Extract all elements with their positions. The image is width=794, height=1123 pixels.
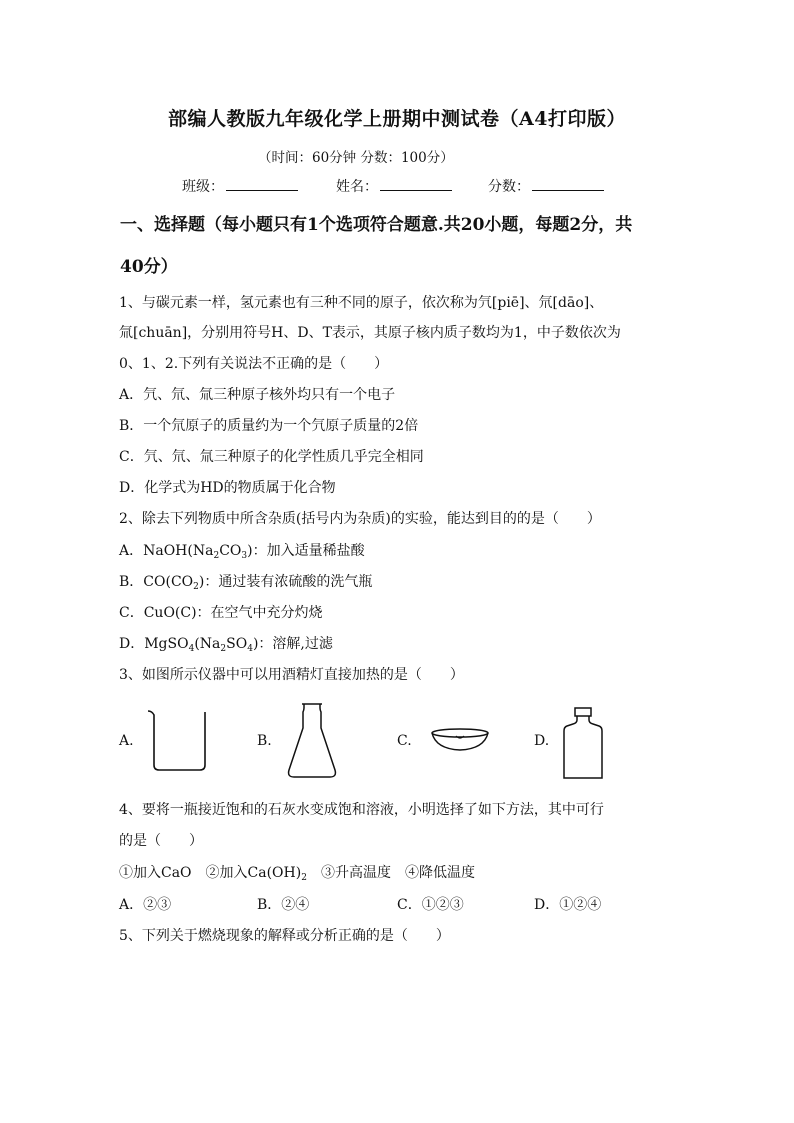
q2-option-b: B．$CO(CO_2)$：通过装有浓硫酸的洗气瓶 [119,574,373,592]
q3-label-b: B. [257,733,272,749]
q1-stem-line2: 氚[chuān]，分别用符号H、D、T表示，其原子核内质子数均为1，中子数依次为 [119,325,621,341]
score-blank[interactable] [532,178,604,191]
reagent-bottle-icon [562,706,604,780]
q1-stem-line1: 1、与碳元素一样，氢元素也有三种不同的原子，依次称为氕[piē]、氘[dāo]、 [119,295,604,311]
q1-option-d: D．化学式为HD的物质属于化合物 [119,480,336,496]
erlenmeyer-flask-icon [285,702,339,780]
score-field [488,176,604,196]
class-label: 班级： [182,179,224,195]
exam-info: （时间：60分钟 分数：100分） [258,150,454,166]
q1-option-a: A．氕、氘、氚三种原子核外均只有一个电子 [119,387,396,403]
q4-stem-line1: 4、要将一瓶接近饱和的石灰水变成饱和溶液，小明选择了如下方法，其中可行 [119,802,604,818]
class-blank[interactable] [226,178,298,191]
section-heading-line1: 一、选择题（每小题只有1个选项符合题意.共20小题，每题2分，共 [120,215,633,235]
q4-methods: ①加入CaO ②加入$Ca(OH)_2$ ③升高温度 ④降低温度 [119,865,475,883]
q1-option-b: B．一个氘原子的质量约为一个氕原子质量的2倍 [119,418,419,434]
q2-option-c: C．CuO(C)：在空气中充分灼烧 [119,605,323,621]
q4-stem-line2: 的是（ ） [119,833,203,849]
q1-stem-line3: 0、1、2.下列有关说法不正确的是（ ） [119,356,389,372]
q2-stem: 2、除去下列物质中所含杂质(括号内为杂质)的实验，能达到目的的是（ ） [119,511,601,527]
q3-label-a: A. [119,733,134,749]
name-blank[interactable] [380,178,452,191]
q4-option-c: C．①②③ [397,897,464,913]
name-field [336,176,452,196]
name-label: 姓名： [336,179,378,195]
q2-option-d: D．$MgSO_4(Na_2SO_4)$：溶解,过滤 [119,636,333,654]
section-heading-line2: 40分） [120,257,178,277]
beaker-icon [146,707,210,773]
q1-option-c: C．氕、氘、氚三种原子的化学性质几乎完全相同 [119,449,424,465]
q3-label-d: D. [534,733,550,749]
q3-stem: 3、如图所示仪器中可以用酒精灯直接加热的是（ ） [119,667,464,683]
score-label: 分数： [488,179,530,195]
evaporating-dish-icon [428,726,492,754]
q4-option-b: B．②④ [257,897,310,913]
q5-stem: 5、下列关于燃烧现象的解释或分析正确的是（ ） [119,928,450,944]
class-field [182,176,298,196]
q2-option-a: A．$NaOH(Na_2CO_3)$：加入适量稀盐酸 [119,543,365,561]
q4-option-d: D．①②④ [534,897,602,913]
q3-label-c: C. [397,733,412,749]
q4-option-a: A．②③ [119,897,172,913]
page-title: 部编人教版九年级化学上册期中测试卷（A4打印版） [168,108,626,130]
